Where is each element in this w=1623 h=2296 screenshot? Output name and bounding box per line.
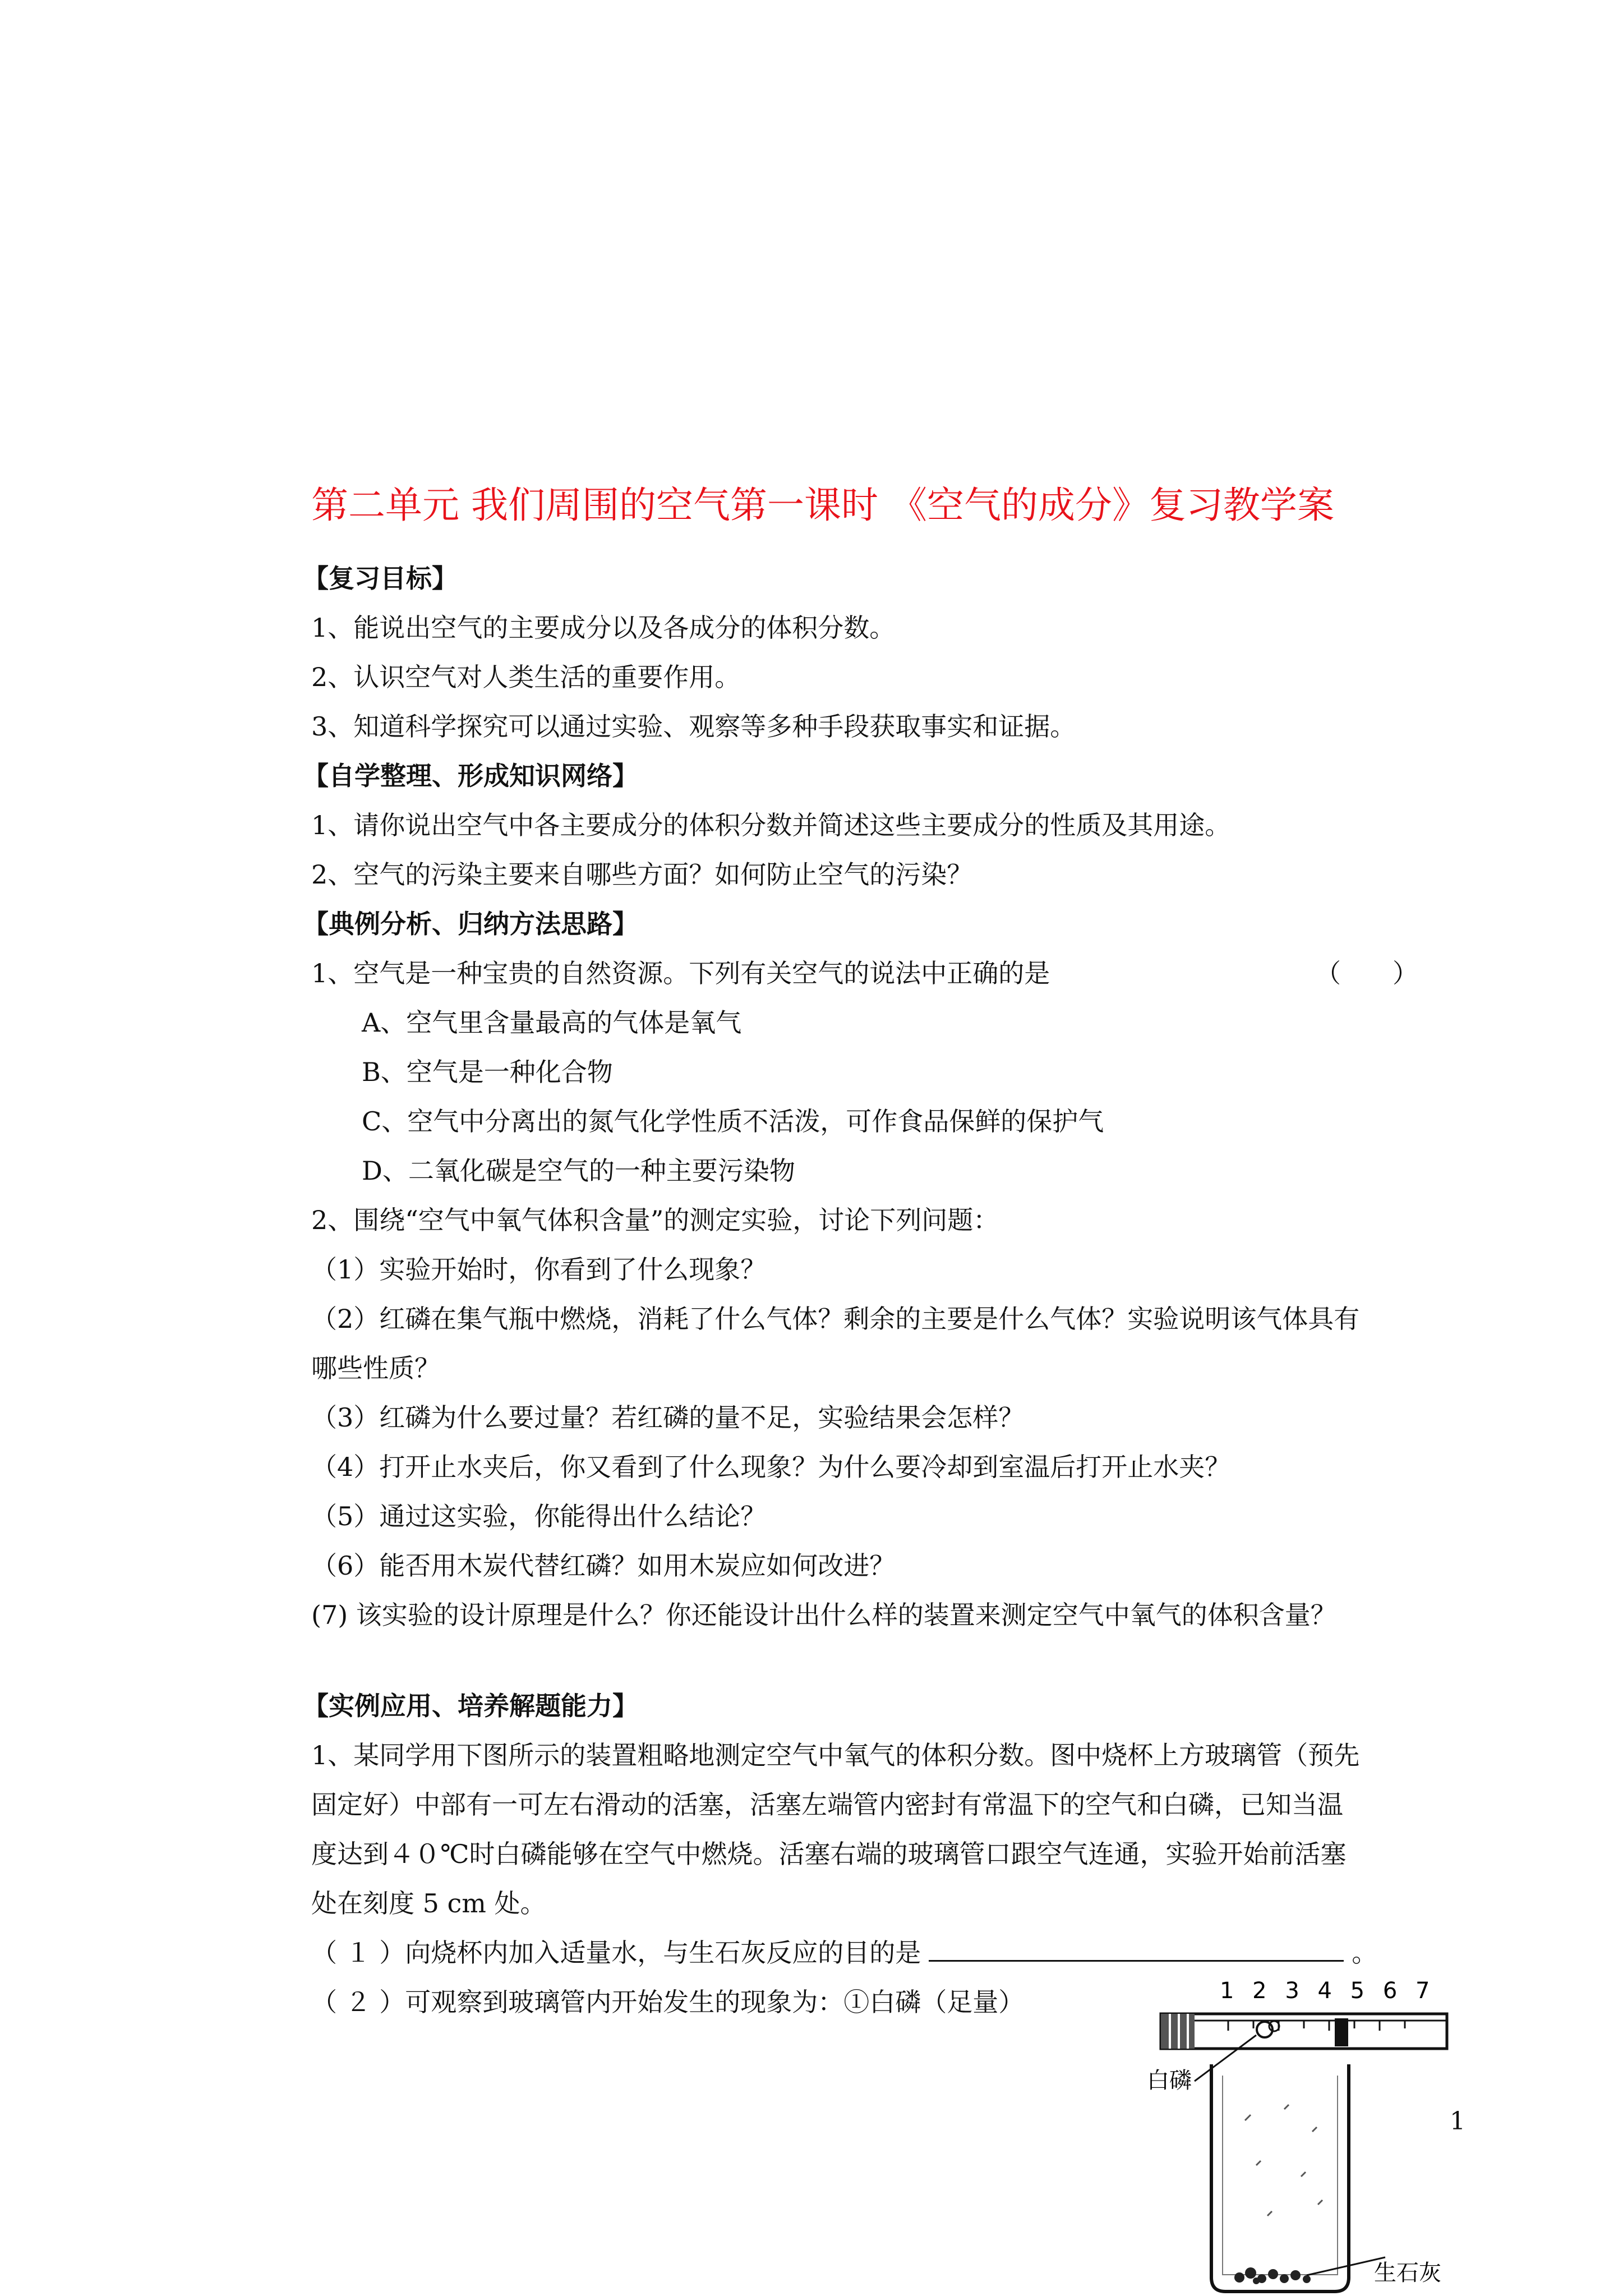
page-title: 第二单元 我们周围的空气第一课时 《空气的成分》复习教学案 (311, 484, 1334, 527)
sub-question: 哪些性质？ (311, 1353, 440, 1383)
self-study-item: 2、空气的污染主要来自哪些方面？如何防止空气的污染？ (311, 859, 973, 890)
question-end: 。 (1352, 1938, 1378, 1968)
goal-item: 2、认识空气对人类生活的重要作用。 (311, 662, 741, 692)
application-paragraph: 1、某同学用下图所示的装置粗略地测定空气中氧气的体积分数。图中烧杯上方玻璃管（预先 (311, 1740, 1360, 1770)
option-c: C、空气中分离出的氮气化学性质不活泼，可作食品保鲜的保护气 (362, 1106, 1104, 1137)
option-a: A、空气里含量最高的气体是氧气 (362, 1007, 742, 1038)
example-question-1: 1、空气是一种宝贵的自然资源。下列有关空气的说法中正确的是 (311, 958, 1050, 988)
sub-question: （4）打开止水夹后，你又看到了什么现象？为什么要冷却到室温后打开止水夹？ (311, 1452, 1231, 1482)
example-question-2: 2、围绕“空气中氧气体积含量”的测定实验，讨论下列问题： (311, 1205, 999, 1235)
sub-question: (7) 该实验的设计原理是什么？你还能设计出什么样的装置来测定空气中氧气的体积含量？ (311, 1600, 1336, 1630)
answer-parentheses: （ ） (1315, 958, 1418, 988)
sub-question: （6）能否用木炭代替红磷？如用木炭应如何改进？ (311, 1550, 896, 1581)
option-d: D、二氧化碳是空气的一种主要污染物 (362, 1156, 795, 1186)
label-quicklime: 生石灰 (1374, 2260, 1441, 2286)
label-white-phosphorus: 白磷 (1147, 2068, 1192, 2093)
sub-question: （2）红磷在集气瓶中燃烧，消耗了什么气体？剩余的主要是什么气体？实验说明该气体具有 (311, 1304, 1360, 1334)
sub-question: （3）红磷为什么要过量？若红磷的量不足，实验结果会怎样？ (311, 1402, 1025, 1433)
application-question-2: （ ２ ）可观察到玻璃管内开始发生的现象为：①白磷（足量） (311, 1987, 1025, 2017)
examples-heading: 【典例分析、归纳方法思路】 (303, 909, 638, 939)
sub-question: （1）实验开始时，你看到了什么现象？ (311, 1254, 767, 1285)
scale-numbers: 1 2 3 4 5 6 7 (1220, 1978, 1436, 2004)
sub-question: （5）通过这实验，你能得出什么结论？ (311, 1501, 767, 1531)
question-text: （ １ ）向烧杯内加入适量水，与生石灰反应的目的是 (311, 1938, 921, 1968)
option-b: B、空气是一种化合物 (362, 1057, 613, 1087)
self-study-item: 1、请你说出空气中各主要成分的体积分数并简述这些主要成分的性质及其用途。 (311, 810, 1231, 840)
experiment-apparatus-figure (1144, 1963, 1464, 2296)
answer-blank[interactable] (929, 1938, 1344, 1962)
application-paragraph: 固定好）中部有一可左右滑动的活塞，活塞左端管内密封有常温下的空气和白磷，已知当温 (311, 1789, 1343, 1820)
self-study-heading: 【自学整理、形成知识网络】 (303, 761, 638, 791)
application-paragraph: 度达到４０℃时白磷能够在空气中燃烧。活塞右端的玻璃管口跟空气连通，实验开始前活塞 (311, 1839, 1347, 1869)
page-number: 1 (1450, 2107, 1465, 2136)
application-paragraph: 处在刻度 5 cm 处。 (311, 1888, 546, 1918)
application-heading: 【实例应用、培养解题能力】 (303, 1691, 638, 1721)
goal-item: 1、能说出空气的主要成分以及各成分的体积分数。 (311, 613, 896, 643)
goals-heading: 【复习目标】 (303, 563, 458, 593)
goal-item: 3、知道科学探究可以通过实验、观察等多种手段获取事实和证据。 (311, 711, 1076, 742)
